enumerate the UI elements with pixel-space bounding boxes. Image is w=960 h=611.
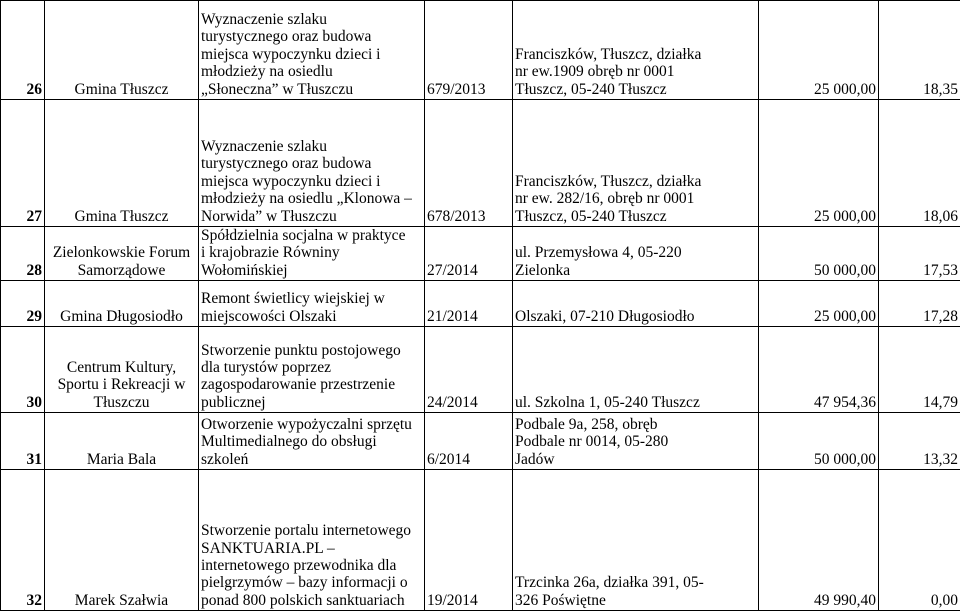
name-line: Tłuszczu [47, 394, 196, 411]
amount-cell: 25 000,00 [759, 100, 879, 227]
name-line: Maria Bala [47, 451, 196, 468]
address-line: Franciszków, Tłuszcz, działka [515, 46, 756, 63]
address-line: Trzcinka 26a, działka 391, 05- [515, 574, 756, 591]
score-cell: 17,28 [879, 281, 960, 327]
row-number-cell: 26 [1, 1, 45, 100]
applicant-cell [45, 100, 199, 227]
amount-cell: 50 000,00 [759, 227, 879, 281]
address-line: Franciszków, Tłuszcz, działka [515, 173, 756, 190]
project-title-cell [199, 100, 425, 227]
address-cell [513, 100, 759, 227]
project-title-cell [199, 327, 425, 413]
amount-cell: 25 000,00 [759, 281, 879, 327]
agreement-number-cell: 678/2013 [425, 100, 513, 227]
address-cell [513, 413, 759, 470]
title-line: Otworzenie wypożyczalni sprzętu [201, 416, 422, 433]
agreement-number-cell: 27/2014 [425, 227, 513, 281]
table-row [1, 281, 960, 327]
title-line: turystycznego oraz budowa [201, 155, 422, 172]
title-line: Spółdzielnia socjalna w praktyce [201, 227, 422, 244]
applicant-cell [45, 413, 199, 470]
address-line: Tłuszcz, 05-240 Tłuszcz [515, 81, 756, 98]
row-number-cell: 30 [1, 327, 45, 413]
table-row [1, 100, 960, 227]
name-line: Gmina Tłuszcz [47, 81, 196, 98]
title-line: SANKTUARIA.PL – [201, 540, 422, 557]
title-line: Wołomińskiej [201, 262, 422, 279]
agreement-number-cell: 679/2013 [425, 1, 513, 100]
score-cell: 13,32 [879, 413, 960, 470]
address-cell [513, 470, 759, 611]
title-line: Stworzenie portalu internetowego [201, 522, 422, 539]
name-line: Sportu i Rekreacji w [47, 376, 196, 393]
address-line: Tłuszcz, 05-240 Tłuszcz [515, 208, 756, 225]
amount-cell: 25 000,00 [759, 1, 879, 100]
address-line: Olszaki, 07-210 Długosiodło [515, 308, 756, 325]
applicant-cell [45, 470, 199, 611]
title-line: ponad 800 polskich sanktuariach [201, 592, 422, 609]
address-line: Zielonka [515, 262, 756, 279]
address-line: Podbale nr 0014, 05-280 [515, 433, 756, 450]
project-title-cell [199, 281, 425, 327]
title-line: Remont świetlicy wiejskiej w [201, 290, 422, 307]
table-row [1, 1, 960, 100]
applicant-cell [45, 281, 199, 327]
agreement-number-cell: 24/2014 [425, 327, 513, 413]
name-line: Marek Szałwia [47, 592, 196, 609]
project-title-cell [199, 227, 425, 281]
title-line: i krajobrazie Równiny [201, 244, 422, 261]
title-line: młodzieży na osiedlu [201, 63, 422, 80]
agreement-number-cell: 19/2014 [425, 470, 513, 611]
name-line: Gmina Długosiodło [47, 308, 196, 325]
score-cell: 18,35 [879, 1, 960, 100]
title-line: miejscowości Olszaki [201, 308, 422, 325]
address-line: nr ew.1909 obręb nr 0001 [515, 63, 756, 80]
row-number-cell: 28 [1, 227, 45, 281]
agreement-number-cell: 6/2014 [425, 413, 513, 470]
name-line: Zielonkowskie Forum [47, 244, 196, 261]
title-line: Norwida” w Tłuszczu [201, 208, 422, 225]
row-number-cell: 31 [1, 413, 45, 470]
applicant-cell [45, 227, 199, 281]
title-line: Multimedialnego do obsługi [201, 433, 422, 450]
project-title-cell [199, 413, 425, 470]
title-line: miejsca wypoczynku dzieci i [201, 46, 422, 63]
address-cell [513, 281, 759, 327]
amount-cell: 49 990,40 [759, 470, 879, 611]
title-line: pielgrzymów – bazy informacji o [201, 574, 422, 591]
agreement-number-cell: 21/2014 [425, 281, 513, 327]
title-line: zagospodarowanie przestrzenie [201, 376, 422, 393]
title-line: „Słoneczna” w Tłuszczu [201, 81, 422, 98]
address-line: Jadów [515, 451, 756, 468]
score-cell: 0,00 [879, 470, 960, 611]
address-line: 326 Poświętne [515, 592, 756, 609]
address-cell [513, 1, 759, 100]
table-row [1, 413, 960, 470]
address-line: Podbale 9a, 258, obręb [515, 416, 756, 433]
name-line: Samorządowe [47, 262, 196, 279]
table-row [1, 470, 960, 611]
amount-cell: 47 954,36 [759, 327, 879, 413]
name-line: Gmina Tłuszcz [47, 208, 196, 225]
project-title-cell [199, 470, 425, 611]
title-line: Wyznaczenie szlaku [201, 11, 422, 28]
address-cell [513, 327, 759, 413]
title-line: młodzieży na osiedlu „Klonowa – [201, 190, 422, 207]
name-line: Centrum Kultury, [47, 359, 196, 376]
title-line: internetowego przewodnika dla [201, 557, 422, 574]
amount-cell: 50 000,00 [759, 413, 879, 470]
row-number-cell: 29 [1, 281, 45, 327]
address-line: ul. Przemysłowa 4, 05-220 [515, 244, 756, 261]
title-line: Wyznaczenie szlaku [201, 138, 422, 155]
address-line: nr ew. 282/16, obręb nr 0001 [515, 190, 756, 207]
title-line: turystycznego oraz budowa [201, 28, 422, 45]
score-cell: 17,53 [879, 227, 960, 281]
row-number-cell: 27 [1, 100, 45, 227]
table-row [1, 327, 960, 413]
title-line: Stworzenie punktu postojowego [201, 342, 422, 359]
title-line: publicznej [201, 394, 422, 411]
title-line: szkoleń [201, 451, 422, 468]
title-line: miejsca wypoczynku dzieci i [201, 173, 422, 190]
score-cell: 14,79 [879, 327, 960, 413]
table-row [1, 227, 960, 281]
applicant-cell [45, 1, 199, 100]
score-cell: 18,06 [879, 100, 960, 227]
address-cell [513, 227, 759, 281]
title-line: dla turystów poprzez [201, 359, 422, 376]
row-number-cell: 32 [1, 470, 45, 611]
project-title-cell [199, 1, 425, 100]
applicant-cell [45, 327, 199, 413]
table-body [1, 1, 960, 611]
address-line: ul. Szkolna 1, 05-240 Tłuszcz [515, 394, 756, 411]
